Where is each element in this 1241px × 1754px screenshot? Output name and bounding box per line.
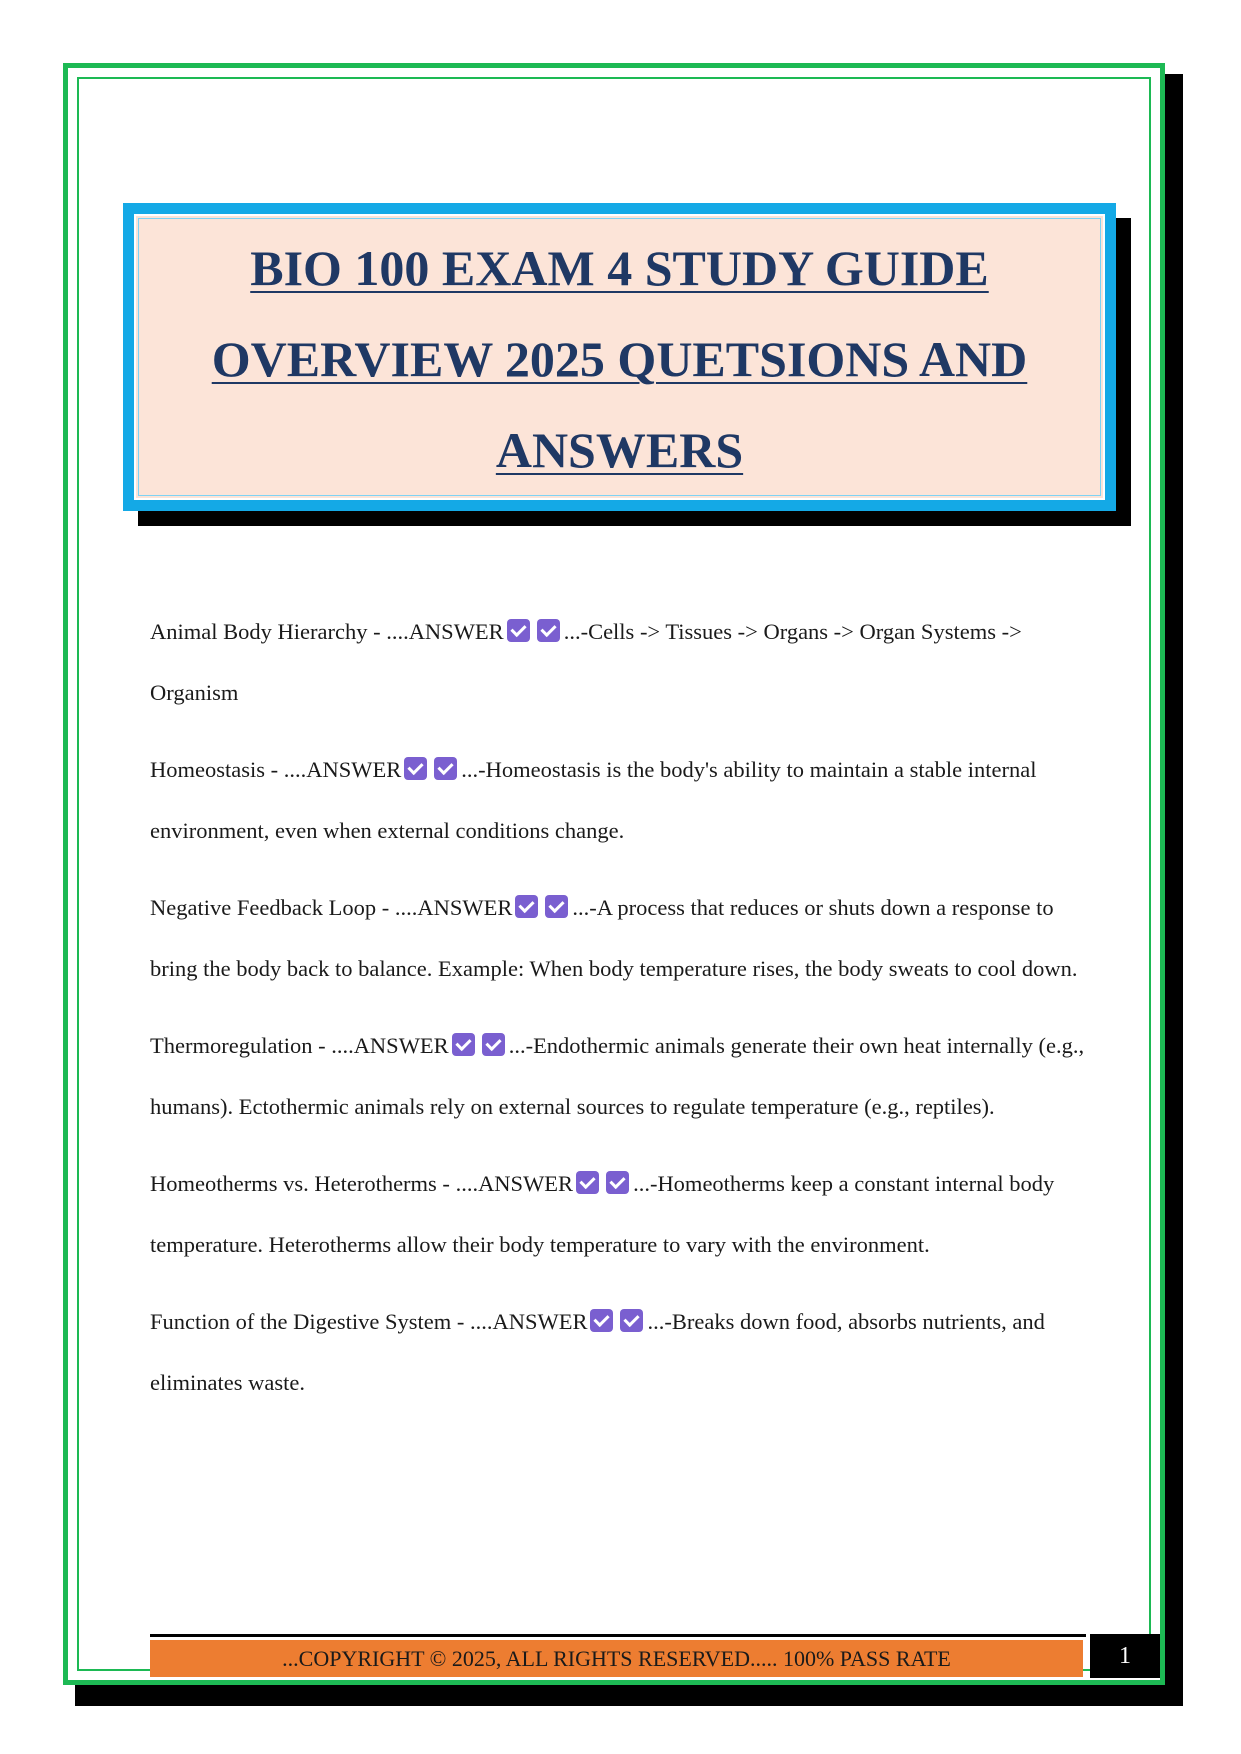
entry-term: Homeotherms vs. Heterotherms - (150, 1171, 456, 1196)
entry-answer: Breaks down food, absorbs nutrients, and eliminates waste. (150, 1309, 1045, 1395)
footer-copyright: ...COPYRIGHT © 2025, ALL RIGHTS RESERVED..... 100% PASS RATE (150, 1640, 1083, 1677)
qa-entry (150, 1153, 1090, 1275)
title-line-1: BIO 100 EXAM 4 STUDY GUIDE (250, 239, 989, 296)
entry-answer: Homeotherms keep a constant internal body temperature. Heterotherms allow their body temperature to vary with the environment. (150, 1171, 1055, 1257)
entry-answer: Endothermic animals generate their own heat internally (e.g., humans). Ectothermic animals rely on external sources to regulate temperature (e.g., reptiles). (150, 1033, 1085, 1119)
qa-entry (150, 739, 1090, 861)
check-box-icon (590, 1309, 613, 1332)
entry-answer: A process that reduces or shuts down a response to bring the body back to balance. Example: When body temperature rises, the body sweats to cool down. (150, 895, 1078, 981)
answer-marker: ....ANSWER (283, 757, 402, 782)
entry-term: Homeostasis - (150, 757, 284, 782)
check-box-icon (620, 1309, 643, 1332)
title-box (123, 203, 1116, 511)
answer-marker: ....ANSWER (455, 1171, 574, 1196)
entry-term: Animal Body Hierarchy - (150, 619, 387, 644)
answer-suffix: ...- (633, 1171, 658, 1196)
answer-suffix: ...- (461, 757, 486, 782)
check-box-icon (507, 619, 530, 642)
answer-suffix: ...- (647, 1309, 672, 1334)
check-box-icon (545, 895, 568, 918)
check-box-icon (537, 619, 560, 642)
check-box-icon (482, 1033, 505, 1056)
entry-answer: Homeostasis is the body's ability to maintain a stable internal environment, even when external conditions change. (150, 757, 1037, 843)
qa-entry (150, 1291, 1090, 1413)
check-box-icon (576, 1171, 599, 1194)
check-box-icon (434, 757, 457, 780)
footer-rule (150, 1634, 1086, 1637)
check-box-icon (606, 1171, 629, 1194)
answer-suffix: ...- (508, 1033, 534, 1058)
entry-term: Function of the Digestive System - (150, 1309, 470, 1334)
answer-marker: ....ANSWER (331, 1033, 449, 1058)
qa-entry (150, 1015, 1090, 1137)
answer-suffix: ...- (572, 895, 597, 920)
document-title (212, 219, 1028, 496)
answer-marker: ....ANSWER (394, 895, 513, 920)
title-inner (134, 214, 1105, 500)
qa-entry (150, 601, 1090, 723)
entry-term: Negative Feedback Loop - (150, 895, 395, 920)
check-box-icon (515, 895, 538, 918)
answer-marker: ....ANSWER (469, 1309, 588, 1334)
entry-answer: Cells -> Tissues -> Organs -> Organ Systems -> Organism (150, 619, 1022, 705)
check-box-icon (404, 757, 427, 780)
answer-marker: ....ANSWER (386, 619, 504, 644)
entry-term: Thermoregulation - (150, 1033, 332, 1058)
check-box-icon (452, 1033, 475, 1056)
title-line-3: ANSWERS (495, 421, 744, 478)
page-number: 1 (1090, 1634, 1160, 1678)
qa-list (150, 601, 1090, 1429)
qa-entry (150, 877, 1090, 999)
title-line-2: OVERVIEW 2025 QUETSIONS AND (211, 330, 1028, 387)
answer-suffix: ...- (563, 619, 589, 644)
